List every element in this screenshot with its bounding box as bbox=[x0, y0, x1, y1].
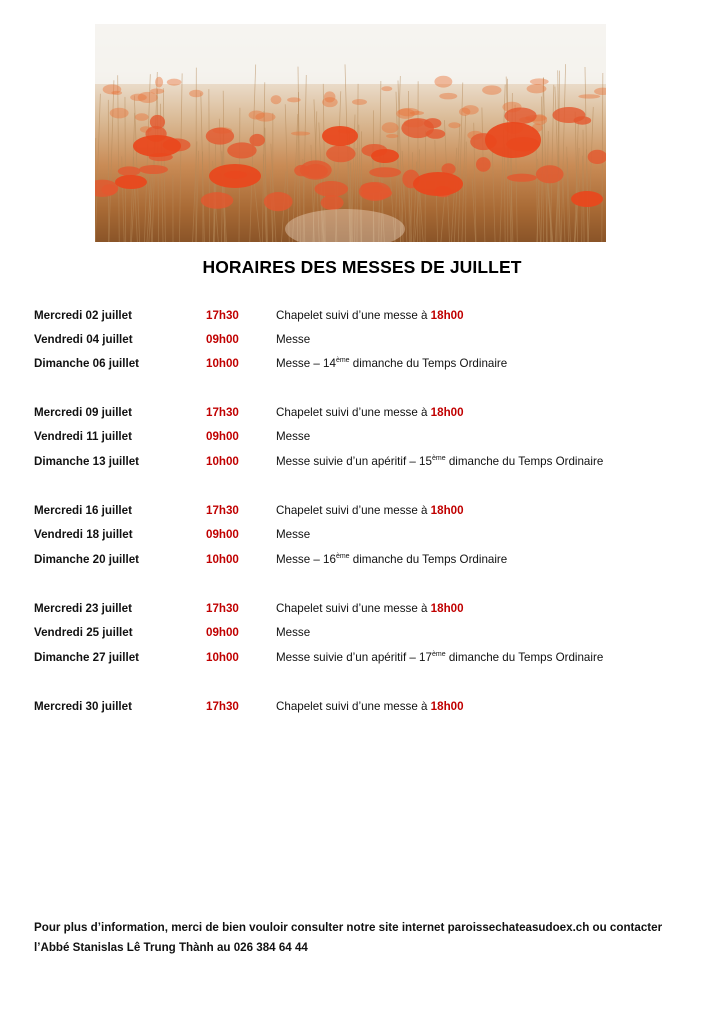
poppy-shape bbox=[418, 81, 419, 242]
poppy-shape bbox=[189, 90, 203, 97]
poppy-shape bbox=[322, 97, 338, 107]
poppy-shape bbox=[561, 64, 565, 242]
poppy-shape bbox=[271, 95, 282, 104]
schedule-description bbox=[276, 354, 507, 374]
schedule-row bbox=[34, 501, 694, 521]
poppy-shape bbox=[458, 83, 462, 242]
contact-footer bbox=[34, 918, 694, 958]
poppy-shape bbox=[578, 94, 600, 98]
page-title: HORAIRES DES MESSES DE JUILLET bbox=[202, 257, 522, 277]
schedule-time: 10h00 bbox=[206, 651, 239, 664]
schedule-description bbox=[276, 525, 310, 545]
poppy-shape bbox=[294, 165, 309, 176]
schedule-day: Vendredi 11 juillet bbox=[34, 430, 132, 443]
schedule-day: Dimanche 06 juillet bbox=[34, 357, 140, 370]
poppy-shape bbox=[118, 75, 120, 242]
poppy-shape bbox=[482, 85, 501, 94]
schedule-day: Mercredi 02 juillet bbox=[34, 309, 132, 322]
description-text: Messe bbox=[276, 333, 311, 346]
poppy-shape bbox=[434, 76, 452, 88]
schedule-day: Mercredi 16 juillet bbox=[34, 504, 132, 517]
poppy-shape bbox=[410, 111, 424, 115]
poppy-shape bbox=[439, 93, 457, 100]
schedule-row bbox=[34, 525, 694, 545]
schedule-time: 17h30 bbox=[206, 504, 239, 517]
poppy-shape bbox=[382, 122, 399, 133]
description-text: Chapelet suivi d’une messe à bbox=[276, 406, 431, 419]
schedule-day: Vendredi 25 juillet bbox=[34, 626, 133, 639]
poppy-shape bbox=[285, 209, 405, 242]
schedule-description bbox=[276, 403, 464, 423]
poppy-shape bbox=[550, 85, 553, 242]
description-text: Chapelet suivi d’une messe à bbox=[276, 602, 431, 615]
poppy-shape bbox=[504, 143, 505, 242]
poppy-shape bbox=[530, 78, 549, 85]
poppy-shape bbox=[571, 191, 603, 207]
description-text-after: dimanche du Temps Ordinaire bbox=[445, 455, 604, 468]
poppy-shape bbox=[118, 166, 141, 176]
schedule-time: 10h00 bbox=[206, 455, 239, 468]
poppy-shape bbox=[482, 107, 485, 242]
poppy-shape bbox=[527, 84, 547, 93]
poppy-shape bbox=[536, 165, 564, 183]
poppy-shape bbox=[287, 97, 301, 102]
poppy-shape bbox=[133, 135, 181, 157]
schedule-description bbox=[276, 306, 464, 326]
poppy-shape bbox=[163, 88, 165, 242]
poppy-shape bbox=[492, 148, 495, 242]
poppy-shape bbox=[462, 115, 466, 242]
schedule-row bbox=[34, 330, 694, 350]
schedule-time: 17h30 bbox=[206, 700, 239, 713]
poppy-shape bbox=[386, 134, 398, 138]
schedule-description bbox=[276, 697, 464, 717]
poppy-shape bbox=[155, 77, 163, 88]
poppy-shape bbox=[110, 108, 129, 119]
poppy-shape bbox=[424, 118, 441, 128]
schedule-row bbox=[34, 623, 694, 643]
schedule-time: 09h00 bbox=[206, 430, 239, 443]
poppy-shape bbox=[139, 165, 168, 174]
schedule-row bbox=[34, 648, 694, 668]
schedule-description bbox=[276, 648, 603, 668]
description-time: 18h00 bbox=[430, 406, 464, 419]
poppy-shape bbox=[451, 148, 456, 242]
schedule-day: Dimanche 27 juillet bbox=[34, 651, 140, 664]
schedule-time: 10h00 bbox=[206, 553, 239, 566]
description-text: Messe – 16 bbox=[276, 553, 336, 566]
schedule-row bbox=[34, 354, 694, 374]
schedule-description bbox=[276, 452, 603, 472]
poppy-shape bbox=[352, 99, 367, 105]
schedule-description bbox=[276, 623, 310, 643]
schedule-description bbox=[276, 599, 464, 619]
poppy-shape bbox=[167, 79, 182, 86]
ordinal-suffix: ème bbox=[431, 651, 446, 658]
schedule-day: Mercredi 23 juillet bbox=[34, 602, 132, 615]
poppy-shape bbox=[321, 195, 344, 210]
poppy-shape bbox=[115, 175, 147, 189]
ordinal-suffix: ème bbox=[335, 357, 350, 364]
schedule-time: 10h00 bbox=[206, 357, 239, 370]
poppy-shape bbox=[227, 142, 256, 158]
description-text: Messe – 14 bbox=[276, 357, 336, 370]
poppy-shape bbox=[108, 100, 109, 242]
poppy-field-image bbox=[95, 24, 606, 242]
schedule-day: Vendredi 18 juillet bbox=[34, 528, 133, 541]
poppy-shape bbox=[462, 105, 479, 115]
schedule-description bbox=[276, 501, 464, 521]
description-text-after: dimanche du Temps Ordinaire bbox=[349, 357, 508, 370]
poppy-shape bbox=[588, 107, 593, 242]
poppy-shape bbox=[109, 80, 114, 242]
schedule-row bbox=[34, 550, 694, 570]
poppy-shape bbox=[507, 174, 537, 182]
ordinal-suffix: ème bbox=[335, 553, 350, 560]
description-text: Messe suivie d’un apéritif – 15 bbox=[276, 455, 432, 468]
schedule-time: 17h30 bbox=[206, 309, 239, 322]
schedule-time: 17h30 bbox=[206, 406, 239, 419]
poppy-shape bbox=[371, 149, 399, 163]
description-text: Messe bbox=[276, 528, 311, 541]
schedule-day: Dimanche 20 juillet bbox=[34, 553, 140, 566]
poppy-shape bbox=[179, 73, 182, 242]
schedule-row bbox=[34, 306, 694, 326]
description-text-after: dimanche du Temps Ordinaire bbox=[445, 651, 604, 664]
poppy-shape bbox=[563, 173, 565, 242]
footer-line-1: Pour plus d’information, merci de bien vouloir consulter notre site internet paroissechateasudoex.ch ou contacter bbox=[34, 921, 663, 934]
schedule-description bbox=[276, 330, 310, 350]
poppy-shape bbox=[135, 113, 149, 121]
poppy-shape bbox=[255, 112, 275, 121]
poppy-shape bbox=[291, 131, 310, 135]
schedule-time: 09h00 bbox=[206, 626, 239, 639]
poppy-shape bbox=[359, 182, 391, 201]
poppy-shape bbox=[588, 150, 606, 164]
poppy-shape bbox=[485, 122, 541, 158]
description-text: Chapelet suivi d’une messe à bbox=[276, 504, 431, 517]
poppy-shape bbox=[476, 157, 491, 172]
description-time: 18h00 bbox=[430, 700, 464, 713]
description-text: Chapelet suivi d’une messe à bbox=[276, 309, 431, 322]
poppy-shape bbox=[369, 167, 401, 177]
poppy-shape bbox=[465, 142, 466, 242]
schedule-row bbox=[34, 452, 694, 472]
poppy-shape bbox=[594, 88, 606, 95]
poppy-shape bbox=[381, 86, 392, 91]
schedule-row bbox=[34, 697, 694, 717]
poppy-shape bbox=[201, 192, 233, 209]
poppy-shape bbox=[95, 180, 118, 197]
poppy-shape bbox=[148, 174, 152, 242]
schedule-time: 09h00 bbox=[206, 333, 239, 346]
schedule-day: Vendredi 04 juillet bbox=[34, 333, 133, 346]
schedule-row bbox=[34, 403, 694, 423]
poppy-shape bbox=[130, 94, 147, 101]
schedule-description bbox=[276, 427, 310, 447]
schedule-row bbox=[34, 599, 694, 619]
description-time: 18h00 bbox=[430, 309, 464, 322]
footer-line-2: l’Abbé Stanislas Lê Trung Thành au 026 384 64 44 bbox=[34, 941, 308, 954]
schedule-day: Mercredi 30 juillet bbox=[34, 700, 132, 713]
description-text: Messe bbox=[276, 430, 311, 443]
poppy-shape bbox=[583, 130, 584, 242]
description-time: 18h00 bbox=[430, 504, 464, 517]
ordinal-suffix: ème bbox=[431, 455, 446, 462]
schedule-day: Mercredi 09 juillet bbox=[34, 406, 132, 419]
description-text: Messe bbox=[276, 626, 311, 639]
poppy-shape bbox=[95, 24, 606, 84]
schedule-row bbox=[34, 427, 694, 447]
schedule-day: Dimanche 13 juillet bbox=[34, 455, 140, 468]
poppy-shape bbox=[262, 82, 264, 242]
schedule-description bbox=[276, 550, 507, 570]
poppy-shape bbox=[314, 181, 348, 197]
poppy-shape bbox=[254, 182, 260, 242]
poppy-shape bbox=[504, 108, 536, 125]
poppy-field-illustration bbox=[95, 24, 606, 242]
poppy-shape bbox=[322, 126, 358, 146]
schedule-time: 17h30 bbox=[206, 602, 239, 615]
poppy-shape bbox=[249, 134, 264, 146]
poppy-shape bbox=[206, 128, 234, 145]
poppy-shape bbox=[111, 91, 122, 95]
poppy-shape bbox=[95, 94, 100, 242]
poppy-shape bbox=[209, 89, 210, 242]
poppy-shape bbox=[209, 164, 261, 188]
description-text-after: dimanche du Temps Ordinaire bbox=[349, 553, 508, 566]
description-text: Messe suivie d’un apéritif – 17 bbox=[276, 651, 432, 664]
poppy-shape bbox=[448, 122, 460, 128]
poppy-shape bbox=[264, 192, 293, 211]
poppy-shape bbox=[326, 145, 355, 162]
description-text: Chapelet suivi d’une messe à bbox=[276, 700, 431, 713]
schedule-time: 09h00 bbox=[206, 528, 239, 541]
poppy-shape bbox=[552, 107, 585, 123]
poppy-shape bbox=[413, 172, 463, 196]
description-time: 18h00 bbox=[430, 602, 464, 615]
